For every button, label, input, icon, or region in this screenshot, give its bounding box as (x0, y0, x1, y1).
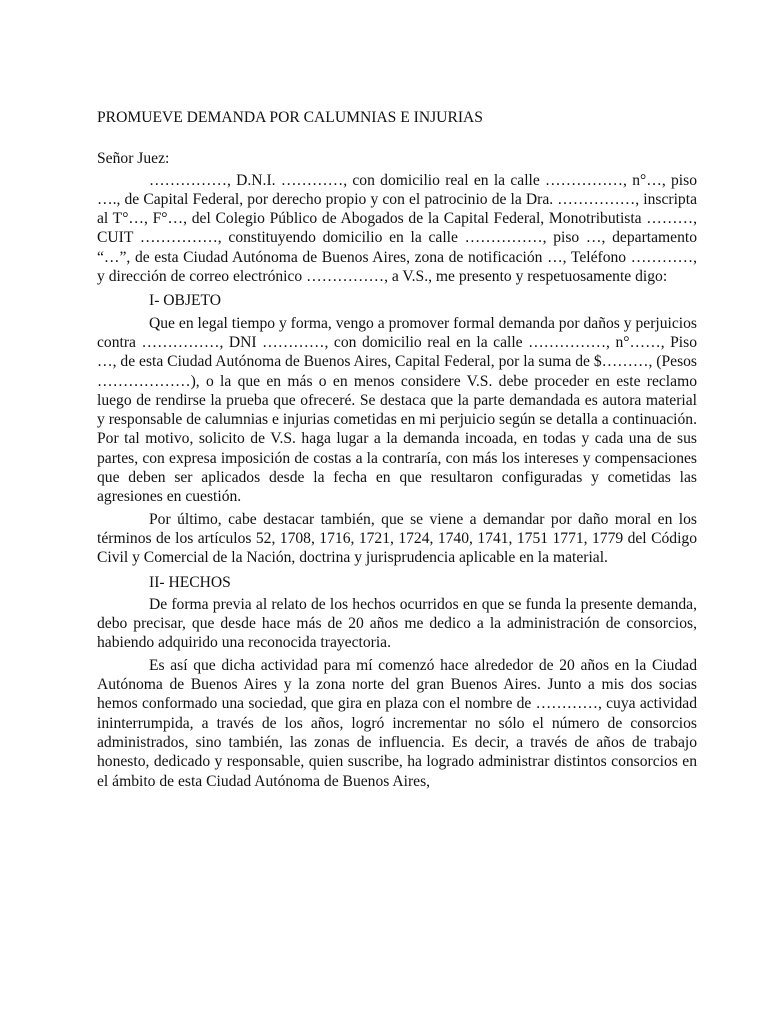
section-heading-objeto: I- OBJETO (149, 292, 222, 310)
section-heading-hechos: II- HECHOS (149, 573, 231, 591)
hechos-paragraph-2: Es así que dicha actividad para mí comenzó hace alrededor de 20 años en la Ciudad Autónoma de Buenos Aires y la zona norte del gran Buenos Aires. Junto a mis dos socias hemos conformado una sociedad, que gira en plaza con el nombre de …………, cuya actividad ininterrumpida, a través de los años, logró incrementar no sólo el número de consorcios administrados, sino también, las zonas de influencia. Es decir, a través de años de trabajo honesto, dedicado y responsable, quien suscribe, ha logrado administrar distintos consorcios en el ámbito de esta Ciudad Autónoma de Buenos Aires, (97, 656, 697, 790)
intro-paragraph: ……………, D.N.I. …………, con domicilio real en la calle ……………, n°…, piso …., de Capital Federal, por derecho propio y con el patrocinio de la Dra. ……………, inscripta al T°…, F°…, del Colegio Público de Abogados de la Capital Federal, Monotributista ………, CUIT ……………, constituyendo domicilio en la calle ……………, piso …, departamento “…”, de esta Ciudad Autónoma de Buenos Aires, zona de notificación …, Teléfono …………, y dirección de correo electrónico ……………, a V.S., me presento y respetuosamente digo: (97, 171, 697, 286)
hechos-paragraph-1: De forma previa al relato de los hechos ocurridos en que se funda la presente demanda, debo precisar, que desde hace más de 20 años me dedico a la administración de consorcios, habiendo adquirido una reconocida trayectoria. (97, 595, 697, 652)
document-page (97, 108, 697, 794)
document-title: PROMUEVE DEMANDA POR CALUMNIAS E INJURIAS (97, 109, 483, 126)
objeto-paragraph-2: Por último, cabe destacar también, que se viene a demandar por daño moral en los términos de los artículos 52, 1708, 1716, 1721, 1724, 1740, 1741, 1751 1771, 1779 del Código Civil y Comercial de la Nación, doctrina y jurisprudencia aplicable en la material. (97, 510, 697, 567)
salutation: Señor Juez: (97, 150, 170, 168)
objeto-paragraph-1: Que en legal tiempo y forma, vengo a promover formal demanda por daños y perjuicios contra ……………, DNI …………, con domicilio real en la calle ……………, n°……, Piso …, de esta Ciudad Autónoma de Buenos Aires, Capital Federal, por la suma de $………, (Pesos ………………), o la que en más o en menos considere V.S. debe proceder en este reclamo luego de rendirse la prueba que ofreceré. Se destaca que la parte demandada es autora material y responsable de calumnias e injurias cometidas en mi perjuicio según se detalla a continuación. Por tal motivo, solicito de V.S. haga lugar a la demanda incoada, en todas y cada una de sus partes, con expresa imposición de costas a la contraría, con más los intereses y compensaciones que deben ser aplicados desde la fecha en que resultaron configuradas y cometidas las agresiones en cuestión. (97, 314, 697, 506)
